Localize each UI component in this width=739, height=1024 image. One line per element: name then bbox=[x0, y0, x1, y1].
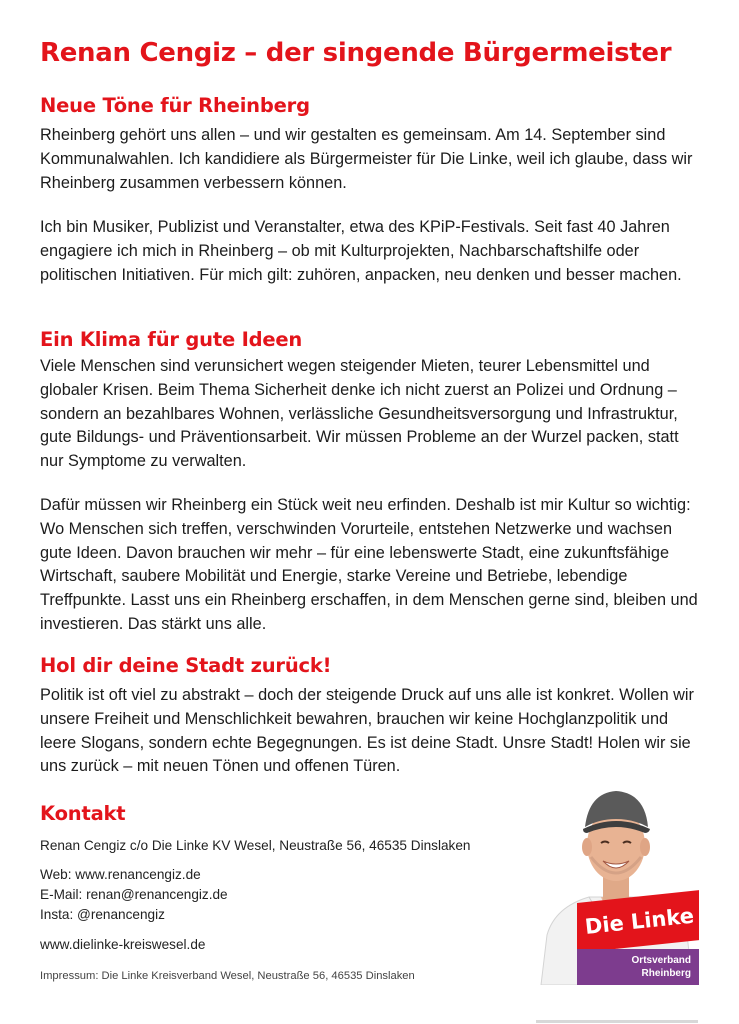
section-2-paragraph-1: Viele Menschen sind verunsichert wegen steigender Mieten, teurer Lebensmittel und globaler Krisen. Beim Thema Sicherheit denke ich nicht zuerst an Polizei und Ordnung – sondern an bezahlbares Wohnen, verlässliche Gesundheitsversorgung und Infrastruktur, gute Bildungs- und Präventionsarbeit. Wir müssen Probleme an der Wurzel packen, statt nur Symptome zu verwalten. bbox=[40, 357, 679, 471]
section-2-paragraph-2: Dafür müssen wir Rheinberg ein Stück weit neu erfinden. Deshalb ist mir Kultur so wichtig: Wo Menschen sich treffen, verschwinden Vorurteile, entstehen Netzwerke und wachsen gute Ideen. Davon brauchen wir mehr – für eine lebenswerte Stadt, eine zukunftsfähige Wirtschaft, saubere Mobilität und Energie, starke Vereine und Betriebe, lebendige Treffpunkte. Lasst uns ein Rheinberg erschaffen, in dem Menschen gerne sind, bleiben und investieren. Das stärkt uns alle. bbox=[40, 496, 698, 633]
branch-label-line2: Rheinberg bbox=[641, 968, 691, 979]
section-heading-klima: Ein Klima für gute Ideen bbox=[40, 328, 303, 351]
page-edge-divider bbox=[536, 1020, 698, 1023]
section-heading-stadt-zurueck: Hol dir deine Stadt zurück! bbox=[40, 654, 332, 677]
local-branch-band bbox=[577, 949, 699, 985]
party-logo: Die Linke bbox=[583, 903, 696, 939]
section-1-paragraph-2: Ich bin Musiker, Publizist und Veranstalter, etwa des KPiP-Festivals. Seit fast 40 Jahren engagiere ich mich in Rheinberg – ob mit Kulturprojekten, Nachbarschaftshilfe oder politischen Initiativen. Für mich gilt: zuhören, anpacken, neu denken und besser machen. bbox=[40, 218, 682, 284]
branch-label-line1: Ortsverband bbox=[631, 955, 691, 966]
section-3-paragraph-1: Politik ist oft viel zu abstrakt – doch der steigende Druck auf uns alle ist konkret. Wollen wir unsere Freiheit und Menschlichkeit bewahren, brauchen wir keine Hochglanzpolitik und leere Slogans, sondern echte Begegnungen. Es ist deine Stadt. Unsre Stadt! Holen wir sie uns zurück – mit neuen Tönen und offenen Türen. bbox=[40, 686, 694, 776]
contact-email-link[interactable]: E-Mail: renan@renancengiz.de bbox=[40, 887, 228, 902]
contact-web-link[interactable]: Web: www.renancengiz.de bbox=[40, 867, 201, 882]
contact-instagram-link[interactable]: Insta: @renancengiz bbox=[40, 907, 165, 922]
party-badge bbox=[577, 903, 699, 985]
page-title: Renan Cengiz – der singende Bürgermeister bbox=[40, 38, 672, 68]
section-1-paragraph-1: Rheinberg gehört uns allen – und wir gestalten es gemeinsam. Am 14. September sind Kommunalwahlen. Ich kandidiere als Bürgermeister für Die Linke, weil ich glaube, dass wir Rheinberg zusammen verbessern können. bbox=[40, 126, 693, 192]
impressum: Impressum: Die Linke Kreisverband Wesel, Neustraße 56, 46535 Dinslaken bbox=[40, 970, 415, 982]
contact-address: Renan Cengiz c/o Die Linke KV Wesel, Neustraße 56, 46535 Dinslaken bbox=[40, 838, 471, 853]
party-web-link[interactable]: www.dielinke-kreiswesel.de bbox=[40, 937, 206, 952]
contact-heading: Kontakt bbox=[40, 802, 126, 825]
section-heading-neue-toene: Neue Töne für Rheinberg bbox=[40, 94, 310, 117]
